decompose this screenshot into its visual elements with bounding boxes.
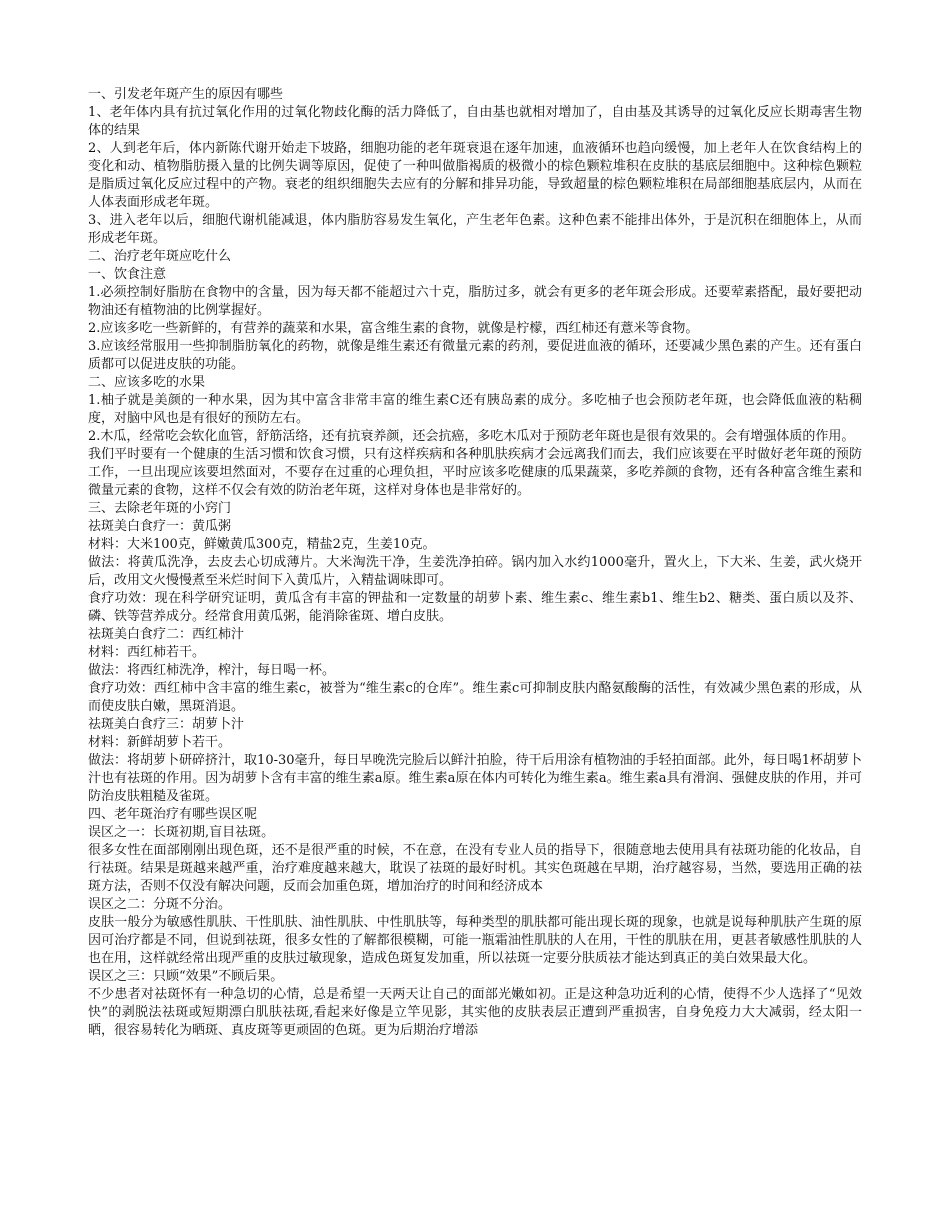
paragraph: 3.应该经常服用一些抑制脂肪氧化的药物，就像是维生素还有微量元素的药剂，要促进血液的循环，还要减少黑色素的产生。还有蛋白质都可以促进皮肤的功能。: [88, 339, 862, 372]
recipe-title: 祛斑美白食疗一：黄瓜粥: [88, 519, 232, 534]
heading-treatment-diet: 二、治疗老年斑应吃什么: [88, 249, 232, 264]
paragraph: 1.柚子就是美颜的一种水果，因为其中富含非常丰富的维生素C还有胰岛素的成分。多吃柚子也会预防老年斑，也会降低血液的粘稠度，对脑中风也是有很好的预防左右。: [88, 393, 862, 426]
misconception-title: 误区之三：只顾“效果”不顾后果。: [88, 969, 284, 984]
paragraph: 3、进入老年以后，细胞代谢机能减退，体内脂肪容易发生氧化，产生老年色素。这种色素不能排出体外，于是沉积在细胞体上，从而形成老年斑。: [88, 213, 862, 246]
misconception-title: 误区之二：分斑不分治。: [88, 897, 232, 912]
misconception-title: 误区之一：长斑初期,盲目祛斑。: [88, 825, 275, 840]
recipe-title: 祛斑美白食疗二：西红柿汁: [88, 627, 245, 642]
paragraph: 材料：西红柿若干。: [88, 645, 206, 660]
paragraph: 很多女性在面部刚刚出现色斑，还不是很严重的时候，不在意，在没有专业人员的指导下，很随意地去使用具有祛斑功能的化妆品，自行祛斑。结果是斑越来越严重，治疗难度越来越大，耽误了祛斑的最好时机。其实色斑越在早期，治疗越容易，当然，要选用正确的祛斑方法，否则不仅没有解决问题，反而会加重色斑，增加治疗的时间和经济成本: [88, 843, 862, 894]
paragraph: 1、老年体内具有抗过氧化作用的过氧化物歧化酶的活力降低了，自由基也就相对增加了，自由基及其诱导的过氧化反应长期毒害生物体的结果: [88, 105, 862, 138]
paragraph: 材料：大米100克，鲜嫩黄瓜300克，精盐2克，生姜10克。: [88, 537, 436, 552]
paragraph: 材料：新鲜胡萝卜若干。: [88, 735, 232, 750]
paragraph: 2、人到老年后，体内新陈代谢开始走下坡路，细胞功能的老年斑衰退在逐年加速，血液循环也趋向缓慢，加上老年人在饮食结构上的变化和动、植物脂肪摄入量的比例失调等原因，促使了一种叫做脂褐质的极微小的棕色颗粒堆积在皮肤的基底层细胞中。这种棕色颗粒是脂质过氧化反应过程中的产物。衰老的组织细胞失去应有的分解和排异功能，导致超量的棕色颗粒堆积在局部细胞基底层内，从而在人体表面形成老年斑。: [88, 141, 862, 210]
paragraph: 做法：将西红柿洗净，榨汁，每日喝一杯。: [88, 663, 336, 678]
paragraph: 食疗功效：西红柿中含丰富的维生素c，被誉为“维生素c的仓库”。维生素c可抑制皮肤内酪氨酸酶的活性，有效减少黑色素的形成，从而使皮肤白嫩，黑斑消退。: [88, 681, 862, 714]
paragraph: 不少患者对祛斑怀有一种急切的心情，总是希望一天两天让自己的面部光嫩如初。正是这种急功近利的心情，使得不少人选择了“见效快”的剥脱法祛斑或短期漂白肌肤祛斑,看起来好像是立竿见影，其实他的皮肤表层正遭到严重损害，自身免疫力大大减弱，经太阳一晒，很容易转化为晒斑、真皮斑等更顽固的色斑。更为后期治疗增添: [88, 987, 862, 1038]
paragraph: 做法：将黄瓜洗净，去皮去心切成薄片。大米淘洗干净，生姜洗净拍碎。锅内加入水约1000毫升，置火上，下大米、生姜，武火烧开后，改用文火慢慢煮至米烂时间下入黄瓜片，入精盐调味即可。: [88, 555, 862, 588]
heading-tips: 三、去除老年斑的小窍门: [88, 501, 232, 516]
paragraph: 食疗功效：现在科学研究证明，黄瓜含有丰富的钾盐和一定数量的胡萝卜素、维生素c、维生素b1、维生b2、糖类、蛋白质以及芥、磷、铁等营养成分。经常食用黄瓜粥，能消除雀斑、增白皮肤。: [88, 591, 862, 624]
paragraph: 做法：将胡萝卜研碎挤汁，取10-30毫升，每日早晚洗完脸后以鲜汁拍脸，待干后用涂有植物油的手轻拍面部。此外，每日喝1杯胡萝卜汁也有祛斑的作用。因为胡萝卜含有丰富的维生素a原。维生素a原在体内可转化为维生素a。维生素a具有滑润、强健皮肤的作用，并可防治皮肤粗糙及雀斑。: [88, 753, 862, 804]
paragraph: 1.必须控制好脂肪在食物中的含量，因为每天都不能超过六十克，脂肪过多，就会有更多的老年斑会形成。还要荤素搭配，最好要把动物油还有植物油的比例掌握好。: [88, 285, 862, 318]
paragraph: 2.应该多吃一些新鲜的，有营养的蔬菜和水果，富含维生素的食物，就像是柠檬，西红柿还有薏米等食物。: [88, 321, 699, 336]
paragraph: 2.木瓜，经常吃会软化血管，舒筋活络，还有抗衰养颜，还会抗癌，多吃木瓜对于预防老年斑也是很有效果的。会有增强体质的作用。: [88, 429, 855, 444]
subheading-fruits: 二、应该多吃的水果: [88, 375, 206, 390]
recipe-title: 祛斑美白食疗三：胡萝卜汁: [88, 717, 245, 732]
heading-misconceptions: 四、老年斑治疗有哪些误区呢: [88, 807, 258, 822]
subheading-diet-notes: 一、饮食注意: [88, 267, 167, 282]
paragraph: 皮肤一般分为敏感性肌肤、干性肌肤、油性肌肤、中性肌肤等，每种类型的肌肤都可能出现长斑的现象，也就是说每种肌肤产生斑的原因可治疗都是不同，但说到祛斑，很多女性的了解都很模糊，可能一瓶霜油性肌肤的人在用，干性的肌肤在用，更甚者敏感性肌肤的人也在用，这样就经常出现严重的皮肤过敏现象，造成色斑复发加重，所以祛斑一定要分肤质祛才能达到真正的美白效果最大化。: [88, 915, 862, 966]
paragraph: 我们平时要有一个健康的生活习惯和饮食习惯，只有这样疾病和各种肌肤疾病才会远离我们而去，我们应该要在平时做好老年斑的预防工作，一旦出现应该要坦然面对，不要存在过重的心理负担，平时应该多吃健康的瓜果蔬菜，多吃养颜的食物，还有各种富含维生素和微量元素的食物，这样不仅会有效的防治老年斑，这样对身体也是非常好的。: [88, 447, 862, 498]
heading-causes: 一、引发老年斑产生的原因有哪些: [88, 87, 284, 102]
